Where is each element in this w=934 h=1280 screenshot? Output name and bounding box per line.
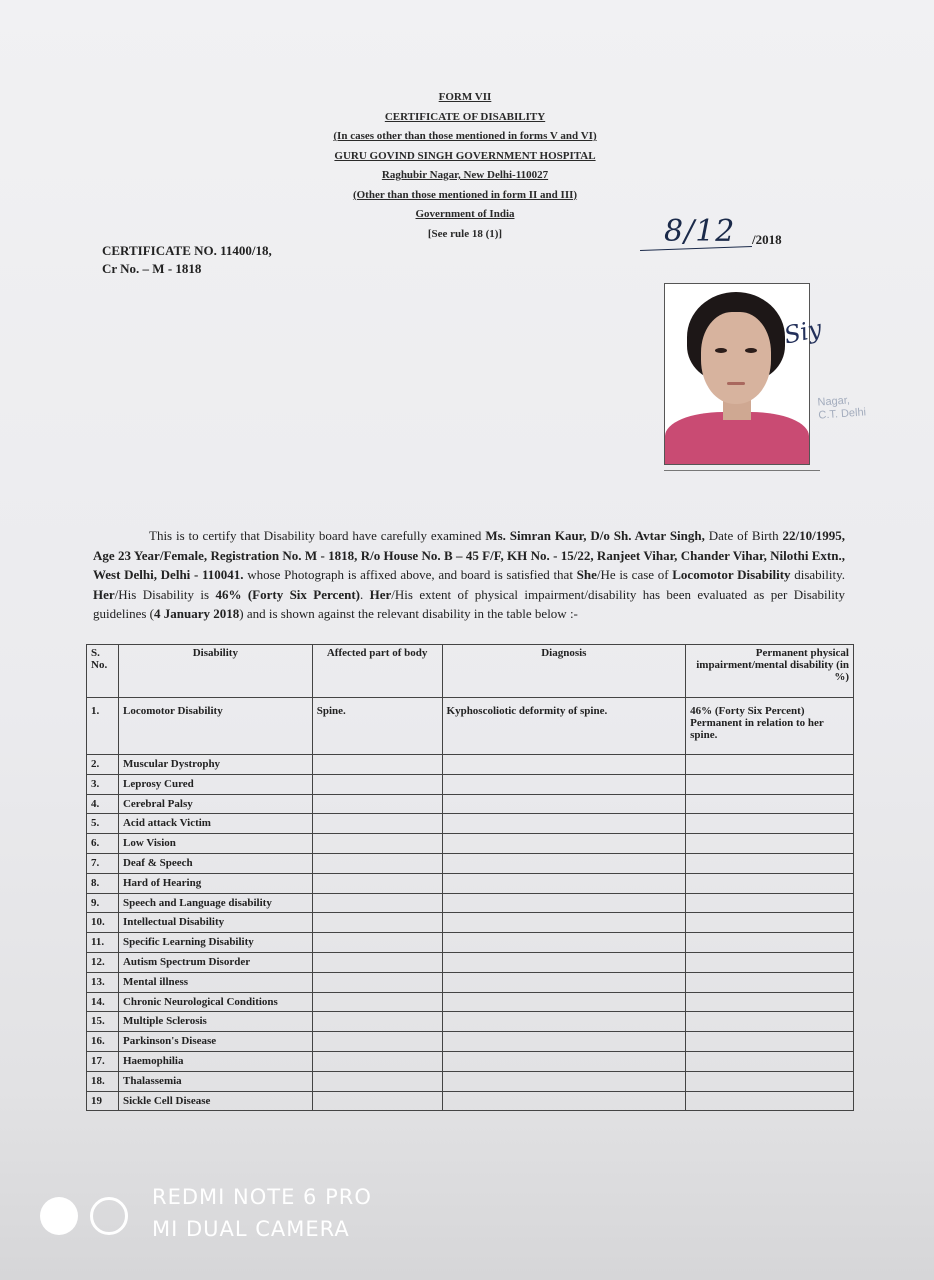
cell-sno: 3. bbox=[87, 774, 119, 794]
cell-affected bbox=[312, 913, 442, 933]
stamp-line-1: Nagar, bbox=[817, 394, 851, 409]
cell-affected bbox=[312, 774, 442, 794]
text-run: disability. bbox=[790, 567, 846, 582]
camera-watermark bbox=[40, 1183, 400, 1245]
table-row bbox=[87, 853, 854, 873]
watermark-model: REDMI NOTE 6 PRO bbox=[152, 1185, 372, 1209]
cell-disability: Thalassemia bbox=[118, 1071, 312, 1091]
cell-diagnosis bbox=[442, 972, 686, 992]
cell-permanent bbox=[686, 834, 854, 854]
cell-disability: Parkinson's Disease bbox=[118, 1032, 312, 1052]
table-row bbox=[87, 1071, 854, 1091]
header-sno: S. No. bbox=[87, 645, 119, 698]
cell-disability: Chronic Neurological Conditions bbox=[118, 992, 312, 1012]
cell-permanent bbox=[686, 1051, 854, 1071]
cell-disability: Locomotor Disability bbox=[118, 698, 312, 755]
cell-sno: 2. bbox=[87, 755, 119, 775]
text-run: This is to certify that Disability board have carefully examined bbox=[149, 528, 486, 543]
cell-diagnosis: Kyphoscoliotic deformity of spine. bbox=[442, 698, 686, 755]
cell-affected bbox=[312, 933, 442, 953]
disability-table bbox=[86, 644, 854, 1111]
form-note-1: (In cases other than those mentioned in forms V and VI) bbox=[333, 130, 597, 142]
table-row bbox=[87, 794, 854, 814]
cell-permanent bbox=[686, 952, 854, 972]
hospital-name: GURU GOVIND SINGH GOVERNMENT HOSPITAL bbox=[334, 149, 596, 162]
cell-disability: Hard of Hearing bbox=[118, 873, 312, 893]
cell-disability: Acid attack Victim bbox=[118, 814, 312, 834]
cell-sno: 17. bbox=[87, 1051, 119, 1071]
table-row bbox=[87, 933, 854, 953]
cell-permanent bbox=[686, 1012, 854, 1032]
cell-disability: Multiple Sclerosis bbox=[118, 1012, 312, 1032]
table-row bbox=[87, 1051, 854, 1071]
table-row bbox=[87, 992, 854, 1012]
cell-disability: Haemophilia bbox=[118, 1051, 312, 1071]
certificate-number-block bbox=[102, 242, 272, 278]
issue-date bbox=[640, 212, 800, 252]
table-header-row bbox=[87, 645, 854, 698]
table-row bbox=[87, 893, 854, 913]
cr-number: Cr No. – M - 1818 bbox=[102, 261, 202, 276]
cell-disability: Leprosy Cured bbox=[118, 774, 312, 794]
cell-sno: 19 bbox=[87, 1091, 119, 1111]
form-note-2: (Other than those mentioned in form II and III) bbox=[352, 188, 578, 201]
cell-permanent bbox=[686, 755, 854, 775]
cell-permanent bbox=[686, 774, 854, 794]
table-row bbox=[87, 834, 854, 854]
cell-diagnosis bbox=[442, 1012, 686, 1032]
cell-diagnosis bbox=[442, 814, 686, 834]
pronoun-she: She bbox=[576, 567, 597, 582]
cell-permanent bbox=[686, 814, 854, 834]
cell-diagnosis bbox=[442, 774, 686, 794]
form-header bbox=[300, 88, 630, 244]
form-number: FORM VII bbox=[438, 91, 492, 103]
cell-sno: 4. bbox=[87, 794, 119, 814]
cell-sno: 15. bbox=[87, 1012, 119, 1032]
cell-permanent bbox=[686, 794, 854, 814]
watermark-camera: MI DUAL CAMERA bbox=[152, 1217, 350, 1241]
cell-affected bbox=[312, 873, 442, 893]
table-row bbox=[87, 1012, 854, 1032]
rule-reference: [See rule 18 (1)] bbox=[427, 227, 503, 240]
cell-affected bbox=[312, 952, 442, 972]
photo-underline bbox=[664, 470, 820, 471]
cell-affected bbox=[312, 1091, 442, 1111]
table-row bbox=[87, 774, 854, 794]
cell-permanent bbox=[686, 972, 854, 992]
guideline-date: 4 January 2018 bbox=[154, 606, 240, 621]
cell-permanent bbox=[686, 933, 854, 953]
patient-name: Ms. Simran Kaur, D/o Sh. Avtar Singh, bbox=[485, 528, 705, 543]
cell-sno: 12. bbox=[87, 952, 119, 972]
cell-affected bbox=[312, 755, 442, 775]
cell-affected bbox=[312, 1051, 442, 1071]
cell-affected bbox=[312, 992, 442, 1012]
cell-affected bbox=[312, 834, 442, 854]
cell-permanent bbox=[686, 1032, 854, 1052]
applicant-signature: Siy bbox=[781, 314, 825, 350]
cell-sno: 14. bbox=[87, 992, 119, 1012]
pronoun-her: Her bbox=[369, 586, 392, 602]
cell-affected bbox=[312, 794, 442, 814]
cell-sno: 18. bbox=[87, 1071, 119, 1091]
cell-affected bbox=[312, 1071, 442, 1091]
cell-permanent bbox=[686, 1071, 854, 1091]
cell-sno: 16. bbox=[87, 1032, 119, 1052]
cell-diagnosis bbox=[442, 794, 686, 814]
cell-sno: 13. bbox=[87, 972, 119, 992]
table-row bbox=[87, 755, 854, 775]
camera-ring-icon bbox=[90, 1197, 128, 1235]
stamp-line-2: C.T. Delhi bbox=[818, 406, 867, 422]
cell-disability: Low Vision bbox=[118, 834, 312, 854]
applicant-photo bbox=[664, 283, 810, 465]
cell-diagnosis bbox=[442, 873, 686, 893]
cell-disability: Cerebral Palsy bbox=[118, 794, 312, 814]
cell-permanent bbox=[686, 992, 854, 1012]
pronoun-her: Her bbox=[93, 586, 115, 602]
cell-permanent-impairment: 46% (Forty Six Percent) Permanent in relation to her spine. bbox=[686, 698, 854, 755]
table-row bbox=[87, 814, 854, 834]
cell-diagnosis bbox=[442, 853, 686, 873]
cell-disability: Muscular Dystrophy bbox=[118, 755, 312, 775]
cell-disability: Deaf & Speech bbox=[118, 853, 312, 873]
cell-permanent bbox=[686, 1091, 854, 1111]
cell-affected-part: Spine. bbox=[312, 698, 442, 755]
cell-disability: Sickle Cell Disease bbox=[118, 1091, 312, 1111]
cell-permanent bbox=[686, 913, 854, 933]
table-row bbox=[87, 1091, 854, 1111]
text-run: whose Photograph is affixed above, and board is satisfied that bbox=[243, 567, 577, 582]
cell-sno: 11. bbox=[87, 933, 119, 953]
photo-right-eye bbox=[745, 348, 757, 353]
cell-affected bbox=[312, 1032, 442, 1052]
disability-type: Locomotor Disability bbox=[672, 567, 791, 582]
header-affected-part: Affected part of body bbox=[312, 645, 442, 698]
cell-sno: 1. bbox=[87, 698, 119, 755]
cell-permanent bbox=[686, 853, 854, 873]
cell-sno: 6. bbox=[87, 834, 119, 854]
cell-diagnosis bbox=[442, 893, 686, 913]
cell-diagnosis bbox=[442, 992, 686, 1012]
government-line: Government of India bbox=[415, 208, 515, 220]
text-run: ) and is shown against the relevant disability in the table below :- bbox=[239, 606, 578, 621]
table-row bbox=[87, 913, 854, 933]
header-diagnosis: Diagnosis bbox=[442, 645, 686, 698]
form-title: CERTIFICATE OF DISABILITY bbox=[384, 110, 546, 123]
patient-details: 22/10/1995, Age 23 Year/Female, Registration No. M - 1818, R/o House No. B – 45 F/F, KH No. - 15/22, Ranjeet Vihar, Chander Vihar, Nilothi Extn., West Delhi, Delhi - 110041. bbox=[93, 528, 845, 582]
cell-disability: Mental illness bbox=[118, 972, 312, 992]
cell-diagnosis bbox=[442, 834, 686, 854]
photo-face bbox=[701, 312, 771, 404]
cell-sno: 8. bbox=[87, 873, 119, 893]
header-permanent-impairment: Permanent physical impairment/mental disability (in %) bbox=[686, 645, 854, 698]
cell-disability: Specific Learning Disability bbox=[118, 933, 312, 953]
cell-disability: Autism Spectrum Disorder bbox=[118, 952, 312, 972]
cell-diagnosis bbox=[442, 913, 686, 933]
camera-dot-icon bbox=[40, 1197, 78, 1235]
text-run: . bbox=[359, 586, 370, 602]
text-run: /His Disability is bbox=[114, 586, 216, 602]
date-year: /2018 bbox=[752, 232, 782, 247]
text-run: /His extent of physical impairment/disability has been evaluated as per Disability guidelines ( bbox=[93, 586, 846, 621]
cell-diagnosis bbox=[442, 1032, 686, 1052]
table-row bbox=[87, 972, 854, 992]
cell-affected bbox=[312, 1012, 442, 1032]
cell-affected bbox=[312, 814, 442, 834]
handwritten-date: 8/12 bbox=[664, 214, 736, 249]
cell-diagnosis bbox=[442, 933, 686, 953]
cell-diagnosis bbox=[442, 1051, 686, 1071]
cell-sno: 7. bbox=[87, 853, 119, 873]
cell-affected bbox=[312, 893, 442, 913]
text-run: Date of Birth bbox=[704, 528, 783, 543]
office-stamp bbox=[817, 393, 866, 422]
cell-disability: Intellectual Disability bbox=[118, 913, 312, 933]
photo-left-eye bbox=[715, 348, 727, 353]
table-row bbox=[87, 1032, 854, 1052]
cell-permanent bbox=[686, 873, 854, 893]
cell-affected bbox=[312, 853, 442, 873]
certification-paragraph bbox=[93, 526, 845, 624]
cell-sno: 9. bbox=[87, 893, 119, 913]
cell-diagnosis bbox=[442, 755, 686, 775]
cell-diagnosis bbox=[442, 1071, 686, 1091]
table-row bbox=[87, 873, 854, 893]
table-row bbox=[87, 698, 854, 755]
header-disability: Disability bbox=[118, 645, 312, 698]
disability-percent: 46% (Forty Six Percent) bbox=[215, 586, 360, 602]
cell-diagnosis bbox=[442, 952, 686, 972]
text-run: /He is case of bbox=[596, 567, 673, 582]
cell-diagnosis bbox=[442, 1091, 686, 1111]
cell-affected bbox=[312, 972, 442, 992]
table-row bbox=[87, 952, 854, 972]
cell-sno: 10. bbox=[87, 913, 119, 933]
cell-permanent bbox=[686, 893, 854, 913]
cell-sno: 5. bbox=[87, 814, 119, 834]
certificate-number: CERTIFICATE NO. 11400/18, bbox=[102, 243, 272, 258]
photo-mouth bbox=[727, 382, 745, 385]
hospital-address: Raghubir Nagar, New Delhi-110027 bbox=[381, 169, 549, 181]
cell-disability: Speech and Language disability bbox=[118, 893, 312, 913]
